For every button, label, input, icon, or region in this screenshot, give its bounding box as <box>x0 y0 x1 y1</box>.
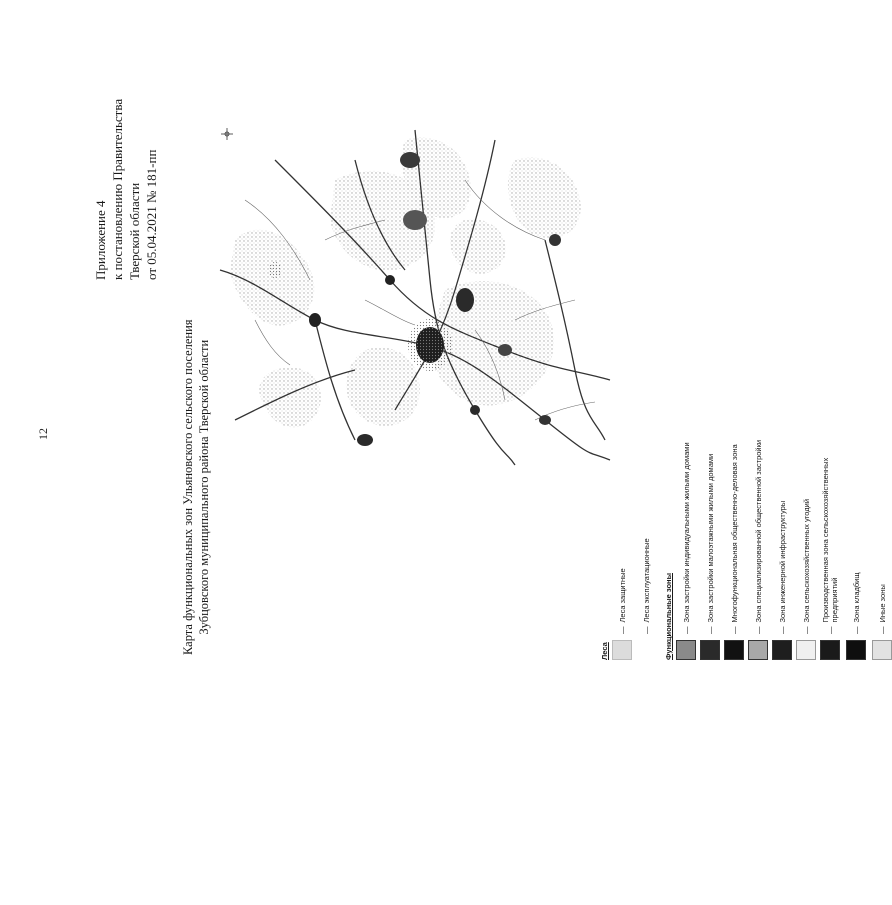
legend-swatch <box>748 640 768 660</box>
legend-label-line-2: предприятий <box>830 577 839 623</box>
legend-item: — Производственная зона сельскохозяйственных предприятий <box>820 458 840 660</box>
legend-item: — Зона застройки малоэтажными жилыми домами <box>700 454 720 660</box>
legend-item: — Зона кладбищ <box>846 572 866 660</box>
legend-label: Зона сельскохозяйственных угодий <box>801 498 811 623</box>
legend-label: Леса защитные <box>617 568 627 623</box>
legend-item: — Леса эксплуатационные <box>636 538 656 660</box>
legend-label-line-1: Производственная зона сельскохозяйственных <box>821 457 830 623</box>
legend-item: — Зона инженерной инфраструктуры <box>772 501 792 660</box>
legend-swatch <box>846 640 866 660</box>
appendix-header <box>92 99 160 280</box>
legend-label: Зона застройки малоэтажными жилыми домами <box>705 453 715 623</box>
appendix-line-2: к постановлению Правительства <box>110 98 125 280</box>
map-title-line-2: Зубцовского муниципального района Тверской области <box>197 339 211 635</box>
legend-swatch <box>612 640 632 660</box>
map-title <box>180 319 212 655</box>
compass-mark <box>221 128 233 140</box>
legend-swatch <box>700 640 720 660</box>
appendix-line-1: Приложение 4 <box>93 200 108 280</box>
legend-label: Многофункциональная общественно-деловая зона <box>729 444 739 623</box>
legend-item: — Иные зоны <box>872 584 892 660</box>
legend-label <box>821 458 839 623</box>
legend-label: Зона кладбищ <box>851 572 861 623</box>
legend-zones-heading: Функциональные зоны <box>664 573 673 660</box>
legend-label: Зона застройки индивидуальными жилыми домами <box>681 442 691 623</box>
legend-item: — Зона специализированной общественной застройки <box>748 440 768 660</box>
page-number: 12 <box>36 428 50 440</box>
legend-label: Зона инженерной инфраструктуры <box>777 500 787 623</box>
legend-item: — Зона застройки индивидуальными жилыми домами <box>676 442 696 660</box>
legend-forests-heading: Леса <box>600 642 609 660</box>
legend-swatch <box>724 640 744 660</box>
legend-item: — Леса защитные <box>612 568 632 660</box>
legend-swatch <box>772 640 792 660</box>
legend-swatch <box>796 640 816 660</box>
legend-swatch <box>676 640 696 660</box>
legend-swatch <box>636 640 656 660</box>
legend-swatch <box>872 640 892 660</box>
functional-zones-map <box>215 120 615 465</box>
agricultural-land-areas <box>230 137 581 427</box>
legend-item: — Зона сельскохозяйственных угодий <box>796 499 816 660</box>
legend-label: Иные зоны <box>877 584 887 623</box>
legend-item: — Многофункциональная общественно-деловая зона <box>724 444 744 660</box>
legend-label: Леса эксплуатационные <box>641 538 651 623</box>
map-title-line-1: Карта функциональных зон Ульяновского сельского поселения <box>181 319 195 655</box>
appendix-line-4: от 05.04.2021 № 181-пп <box>144 149 159 280</box>
appendix-line-3: Тверской области <box>127 182 142 280</box>
legend-label: Зона специализированной общественной застройки <box>753 439 763 623</box>
legend-swatch <box>820 640 840 660</box>
